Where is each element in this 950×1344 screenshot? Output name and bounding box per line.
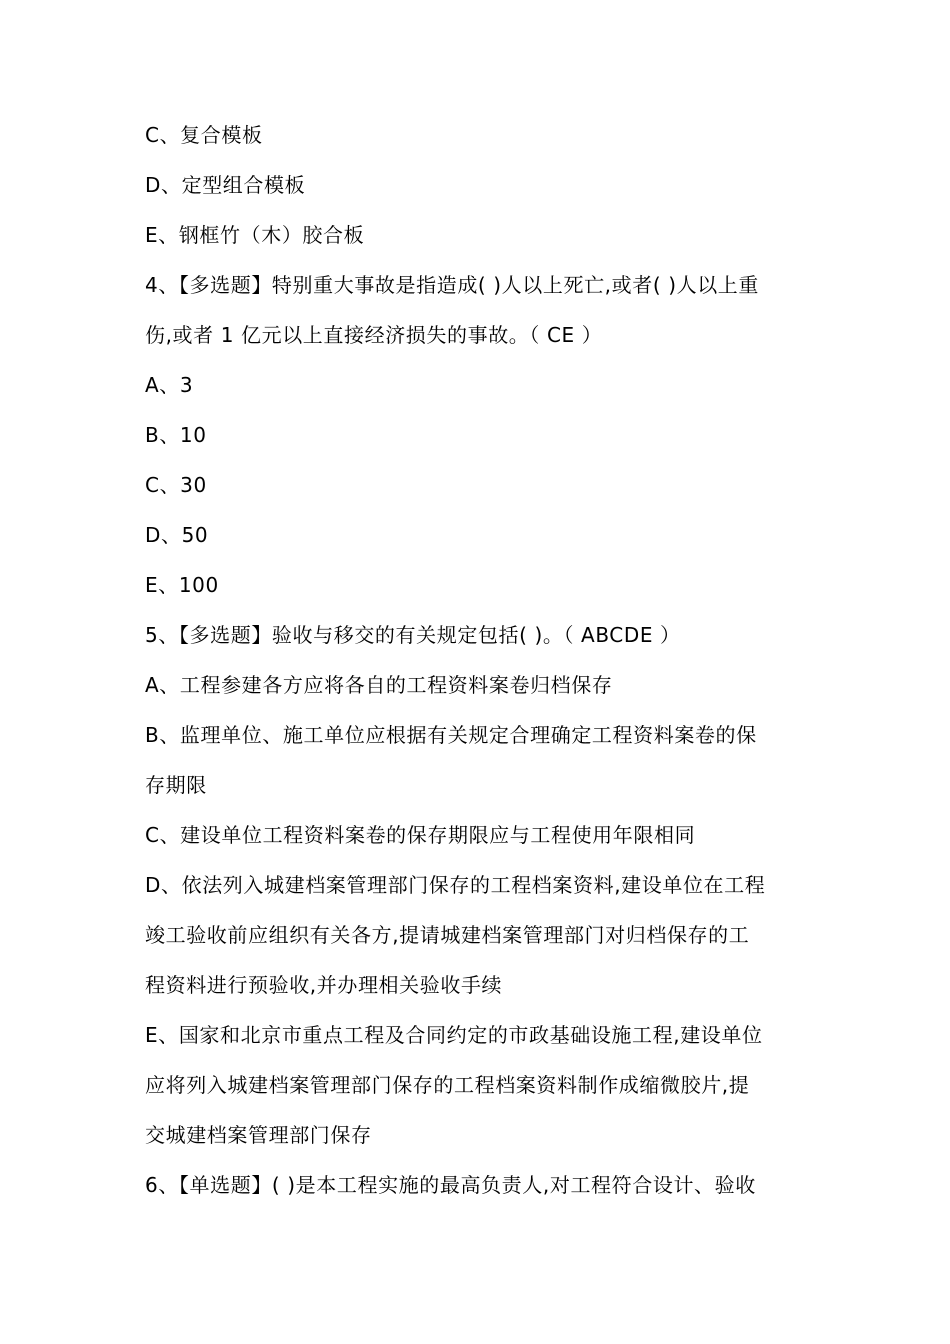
question-4-text-cont: 伤,或者 1 亿元以上直接经济损失的事故。（ CE ） [145, 323, 603, 347]
q5-option-d: D、依法列入城建档案管理部门保存的工程档案资料,建设单位在工程 [145, 873, 766, 897]
question-5-text: 5、【多选题】验收与移交的有关规定包括( )。（ ABCDE ） [145, 623, 681, 647]
option-e-steel-frame-plywood: E、钢框竹（木）胶合板 [145, 223, 365, 247]
q5-option-e-cont-2: 交城建档案管理部门保存 [145, 1123, 372, 1147]
q5-option-b-cont: 存期限 [145, 773, 207, 797]
q4-option-b: B、10 [145, 423, 207, 447]
q5-option-c: C、建设单位工程资料案卷的保存期限应与工程使用年限相同 [145, 823, 696, 847]
q4-option-e: E、100 [145, 573, 219, 597]
q4-option-c: C、30 [145, 473, 207, 497]
q5-option-a: A、工程参建各方应将各自的工程资料案卷归档保存 [145, 673, 613, 697]
question-text-block [145, 110, 815, 1210]
q5-option-e-cont-1: 应将列入城建档案管理部门保存的工程档案资料制作成缩微胶片,提 [145, 1073, 750, 1097]
option-c-composite-formwork: C、复合模板 [145, 123, 263, 147]
q5-option-d-cont-2: 程资料进行预验收,并办理相关验收手续 [145, 973, 503, 997]
q5-option-d-cont-1: 竣工验收前应组织有关各方,提请城建档案管理部门对归档保存的工 [145, 923, 750, 947]
question-6-text: 6、【单选题】( )是本工程实施的最高负责人,对工程符合设计、验收 [145, 1173, 756, 1197]
q5-option-b: B、监理单位、施工单位应根据有关规定合理确定工程资料案卷的保 [145, 723, 757, 747]
q5-option-e: E、国家和北京市重点工程及合同约定的市政基础设施工程,建设单位 [145, 1023, 763, 1047]
question-4-text: 4、【多选题】特别重大事故是指造成( )人以上死亡,或者( )人以上重 [145, 273, 760, 297]
q4-option-d: D、50 [145, 523, 209, 547]
option-d-standardized-formwork: D、定型组合模板 [145, 173, 306, 197]
q4-option-a: A、3 [145, 373, 194, 397]
